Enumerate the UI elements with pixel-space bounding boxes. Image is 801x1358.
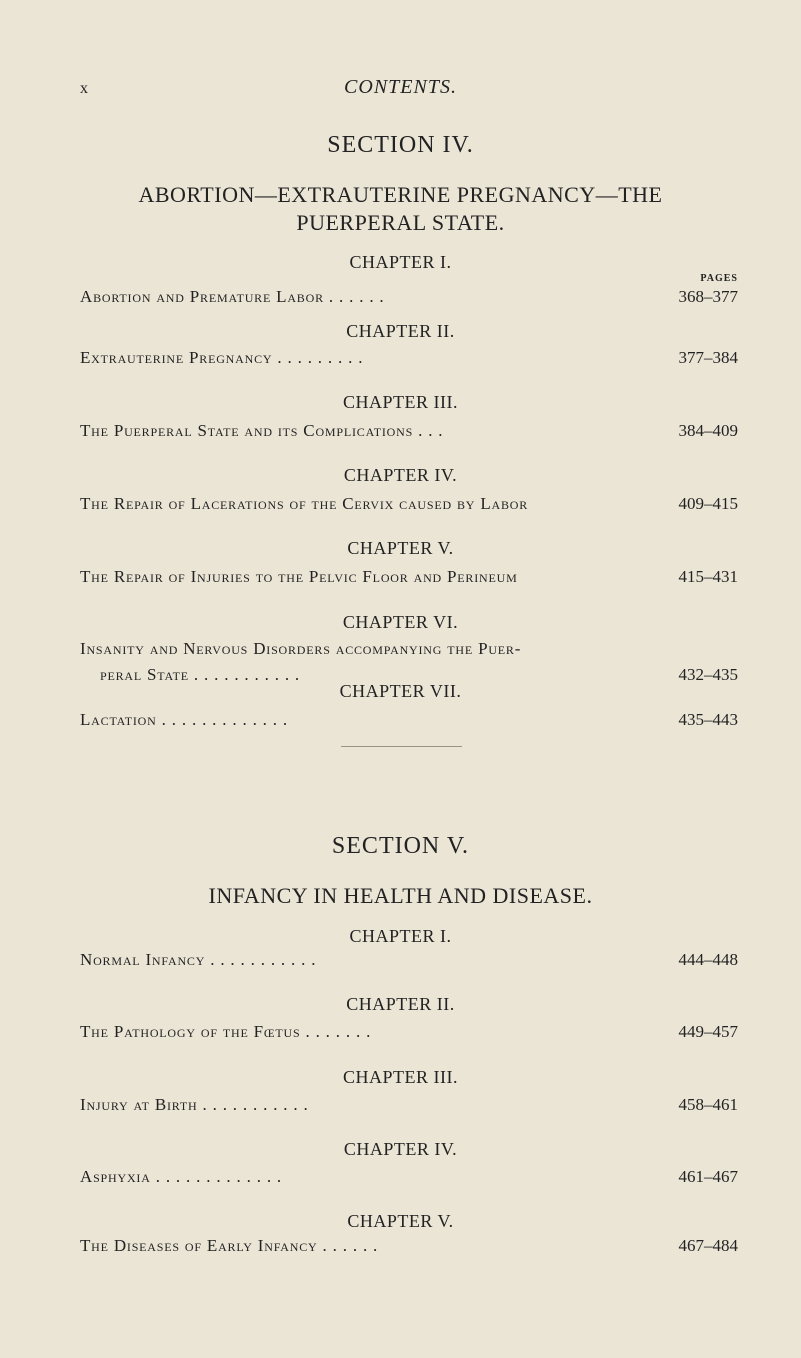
chapter-heading: CHAPTER II. xyxy=(346,994,455,1014)
toc-entry-pages: 449–457 xyxy=(678,1022,738,1041)
toc-entry-title: Asphyxia . . . . . . . . . . . . . xyxy=(80,1167,282,1186)
toc-entry[interactable] xyxy=(80,950,738,970)
chapter-heading: CHAPTER III. xyxy=(343,1067,458,1087)
toc-entry[interactable] xyxy=(80,567,738,587)
toc-entry-pages: 461–467 xyxy=(678,1167,738,1186)
toc-entry-title: The Puerperal State and its Complications . . . xyxy=(80,421,444,440)
pages-column-label: PAGES xyxy=(700,273,738,284)
section-v-subtitle: INFANCY IN HEALTH AND DISEASE. xyxy=(208,883,593,908)
toc-entry-title: The Repair of Injuries to the Pelvic Floor and Perineum xyxy=(80,567,518,586)
toc-entry[interactable] xyxy=(80,287,738,307)
toc-entry-title: Abortion and Premature Labor . . . . . . xyxy=(80,287,385,306)
chapter-heading: CHAPTER I. xyxy=(349,252,452,272)
toc-entry-title: Normal Infancy . . . . . . . . . . . xyxy=(80,950,317,969)
toc-entry[interactable] xyxy=(80,494,738,514)
section-iv-subtitle-line-2: PUERPERAL STATE. xyxy=(296,210,505,235)
toc-entry-pages: 377–384 xyxy=(678,348,738,367)
toc-entry[interactable] xyxy=(80,710,738,730)
toc-entry-title: The Diseases of Early Infancy . . . . . . xyxy=(80,1236,379,1255)
chapter-heading: CHAPTER VI. xyxy=(342,612,459,632)
toc-entry-title: Injury at Birth . . . . . . . . . . . xyxy=(80,1095,309,1114)
toc-entry-pages: 435–443 xyxy=(678,710,738,729)
toc-entry-title-line-1: Insanity and Nervous Disorders accompanying the Puer- xyxy=(80,639,522,658)
chapter-heading: CHAPTER VII. xyxy=(339,681,462,701)
toc-entry-pages: 458–461 xyxy=(678,1095,738,1114)
toc-entry-title: Lactation . . . . . . . . . . . . . xyxy=(80,710,288,729)
toc-entry-pages: 444–448 xyxy=(678,950,738,969)
chapter-heading: CHAPTER IV. xyxy=(343,1139,458,1159)
toc-entry[interactable] xyxy=(80,1022,738,1042)
toc-entry[interactable] xyxy=(80,1167,738,1187)
toc-entry-pages: 467–484 xyxy=(678,1236,738,1255)
toc-entry-pages: 384–409 xyxy=(678,421,738,440)
toc-entry-title: The Pathology of the Fœtus . . . . . . . xyxy=(80,1022,372,1041)
section-iv-subtitle-line-1: ABORTION—EXTRAUTERINE PREGNANCY—THE xyxy=(138,182,663,207)
toc-entry-pages: 415–431 xyxy=(678,567,738,586)
toc-entry[interactable] xyxy=(80,421,738,441)
page-numeral: x xyxy=(80,80,88,97)
chapter-heading: CHAPTER I. xyxy=(349,926,452,946)
toc-entry[interactable] xyxy=(80,1236,738,1256)
toc-entry-title: Extrauterine Pregnancy . . . . . . . . . xyxy=(80,348,364,367)
toc-entry-pages: 368–377 xyxy=(678,287,738,306)
chapter-heading: CHAPTER IV. xyxy=(343,465,458,485)
toc-entry[interactable] xyxy=(80,1095,738,1115)
section-iv-heading: SECTION IV. xyxy=(327,132,474,158)
section-divider xyxy=(341,746,462,747)
section-v-heading: SECTION V. xyxy=(331,833,470,859)
toc-entry-pages: 409–415 xyxy=(678,494,738,513)
running-head-title: CONTENTS. xyxy=(344,76,457,98)
toc-entry-title-line-2: peral State . . . . . . . . . . . xyxy=(100,665,300,684)
chapter-heading: CHAPTER II. xyxy=(346,321,455,341)
chapter-heading: CHAPTER III. xyxy=(343,392,458,412)
toc-entry-title: The Repair of Lacerations of the Cervix caused by Labor xyxy=(80,494,529,513)
toc-entry-pages: 432–435 xyxy=(678,665,738,684)
chapter-heading: CHAPTER V. xyxy=(347,538,454,558)
chapter-heading: CHAPTER V. xyxy=(347,1211,454,1231)
toc-entry[interactable] xyxy=(80,348,738,368)
